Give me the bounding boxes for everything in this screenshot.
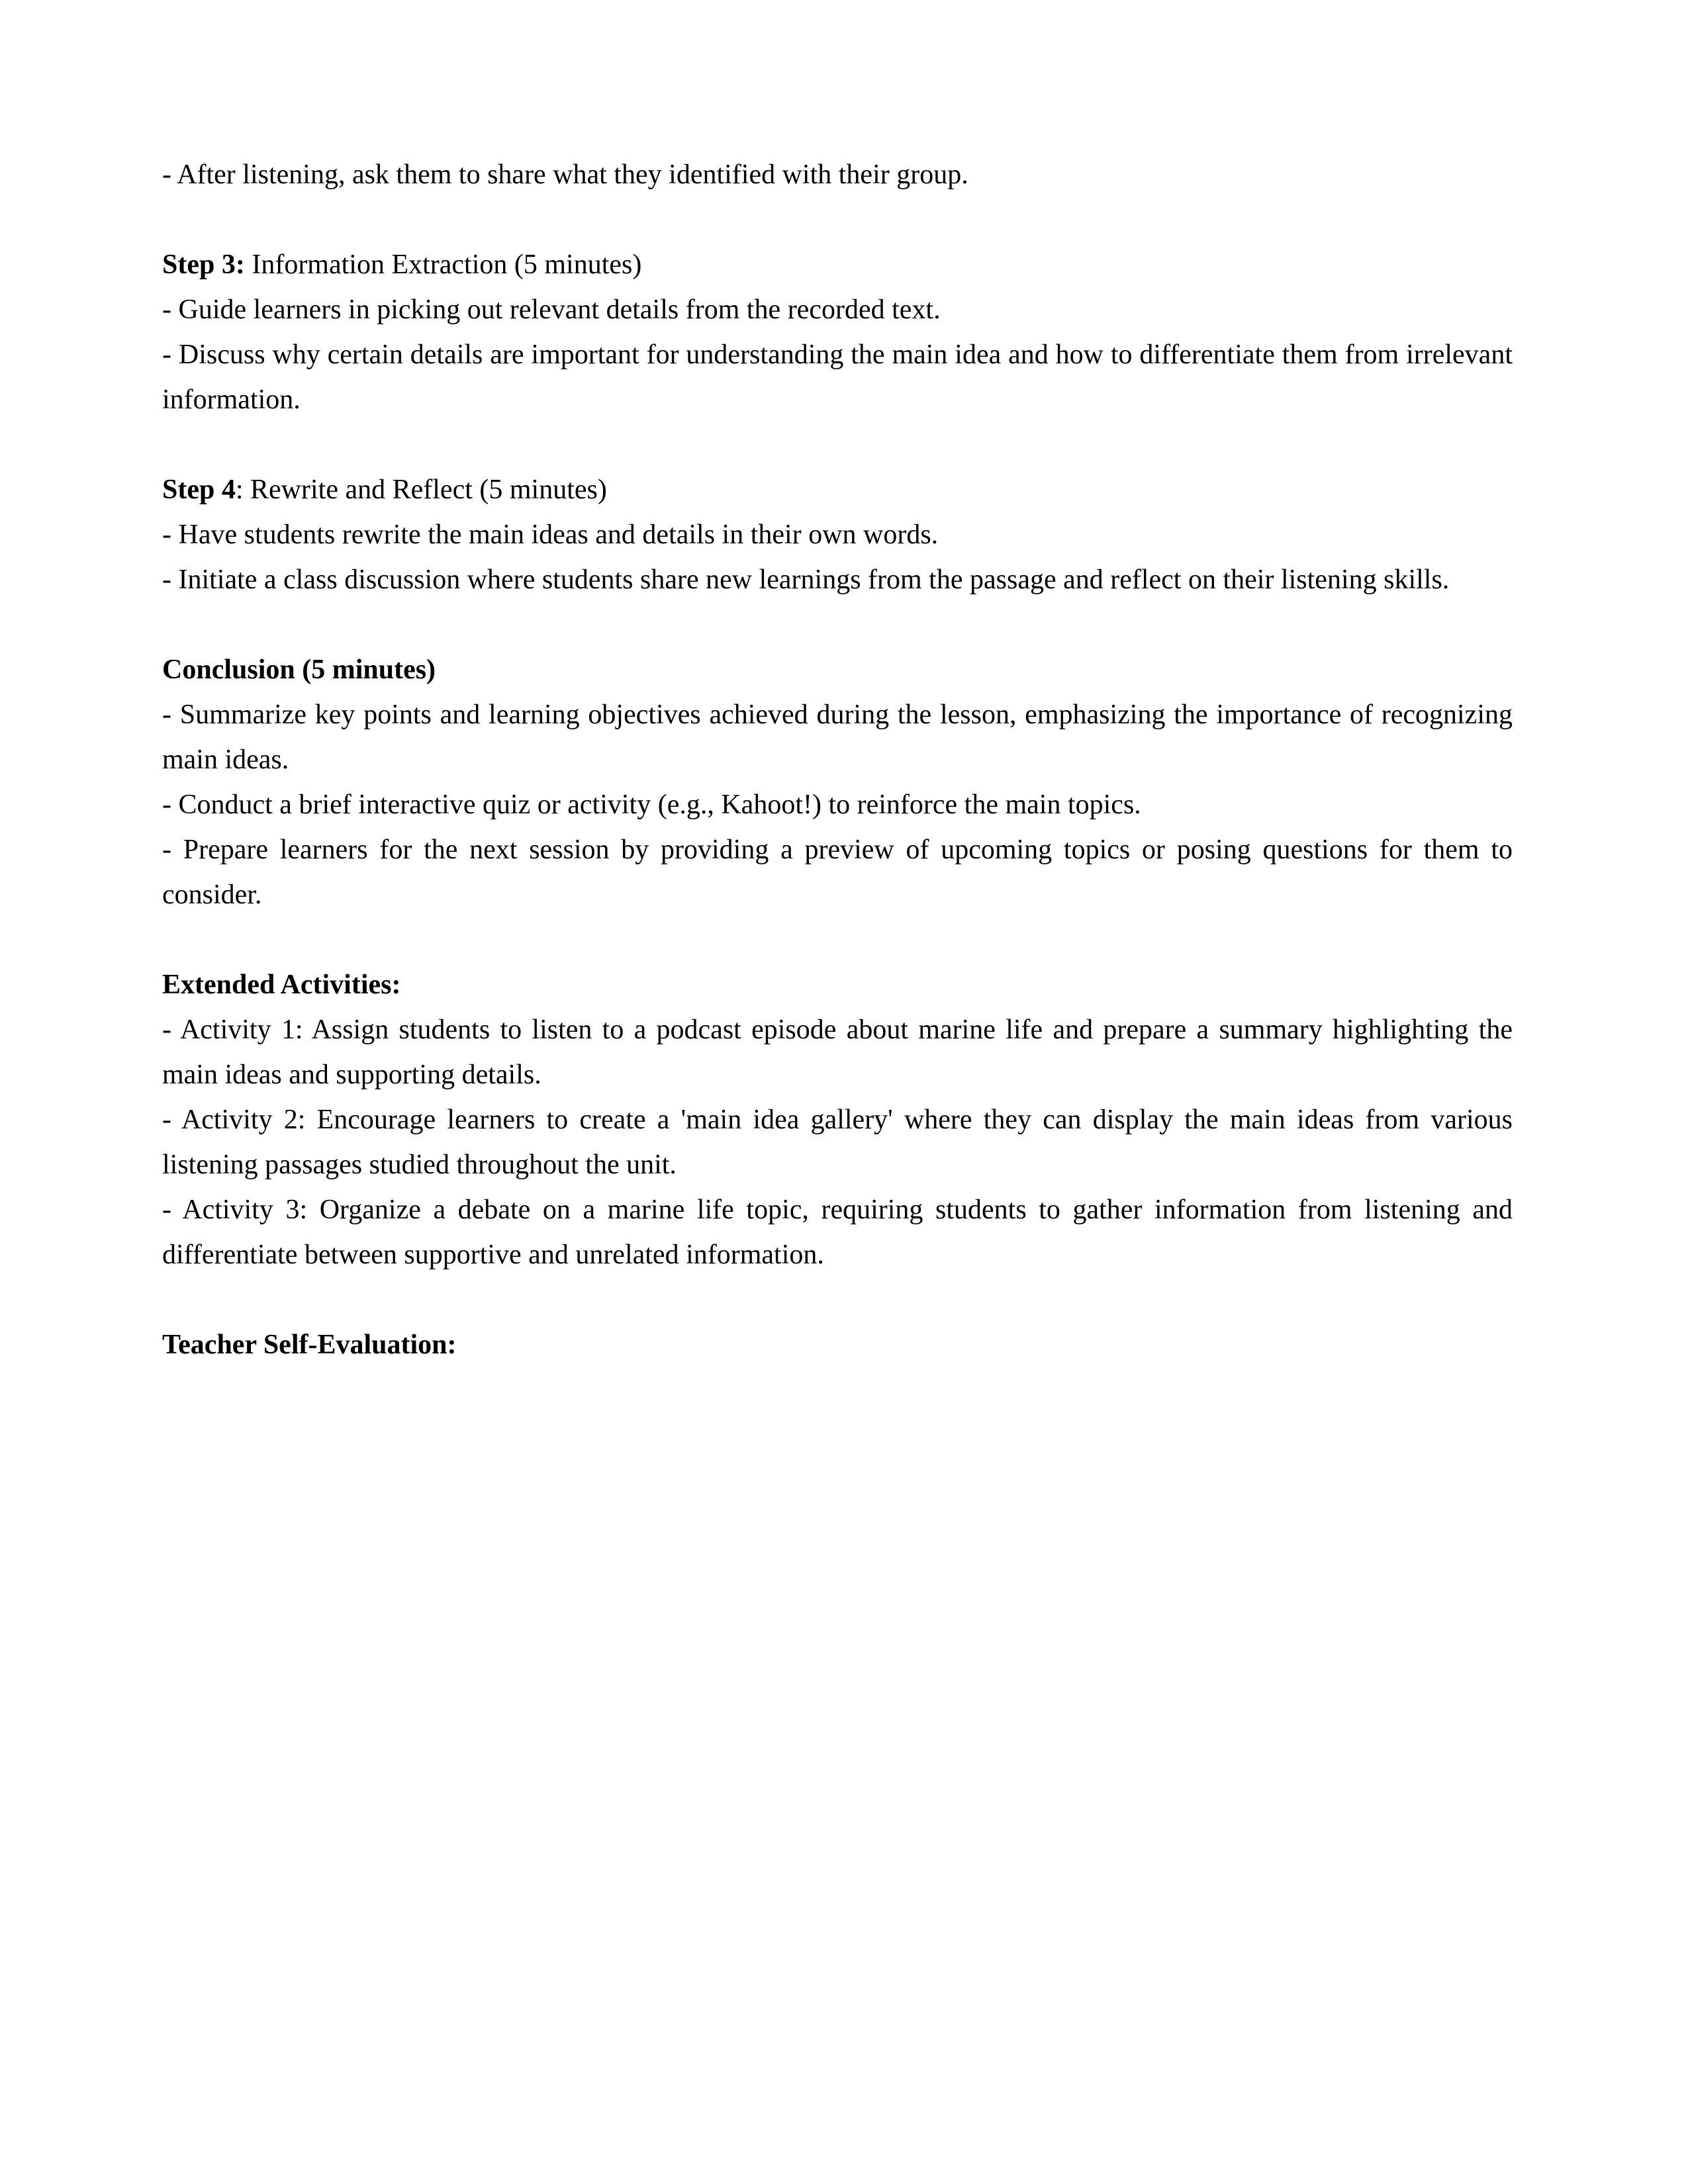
paragraph-spacer: [162, 917, 1513, 962]
intro-bullet: - After listening, ask them to share what they identified with their group.: [162, 159, 968, 190]
paragraph-spacer: [162, 602, 1513, 647]
paragraph-spacer: [162, 197, 1513, 242]
document-body: [162, 152, 1513, 1367]
conclusion-bullet-2: - Conduct a brief interactive quiz or activity (e.g., Kahoot!) to reinforce the main topics.: [162, 790, 1141, 820]
step-4-heading: [162, 467, 1513, 512]
step-4-label: Step 4: [162, 475, 236, 505]
step-3-bullet-1: - Guide learners in picking out relevant details from the recorded text.: [162, 295, 941, 325]
step-4-title: : Rewrite and Reflect (5 minutes): [235, 475, 607, 505]
extended-activities-heading: Extended Activities:: [162, 970, 401, 1000]
step-3-bullet-2: - Discuss why certain details are important for understanding the main idea and how to differentiate them from irrelevant information.: [162, 340, 1513, 415]
step-4-bullet-1: - Have students rewrite the main ideas and details in their own words.: [162, 520, 939, 550]
conclusion-heading: Conclusion (5 minutes): [162, 655, 436, 685]
paragraph-spacer: [162, 1277, 1513, 1322]
extended-activity-2: - Activity 2: Encourage learners to create a 'main idea gallery' where they can display the main ideas from various listening passages studied throughout the unit.: [162, 1105, 1513, 1180]
conclusion-bullet-3: - Prepare learners for the next session by providing a preview of upcoming topics or posing questions for them to consider.: [162, 835, 1513, 910]
teacher-self-evaluation-heading: Teacher Self-Evaluation:: [162, 1330, 457, 1360]
step-3-heading: [162, 242, 1513, 287]
paragraph-spacer: [162, 422, 1513, 467]
extended-activity-3: - Activity 3: Organize a debate on a marine life topic, requiring students to gather information from listening and differentiate between supportive and unrelated information.: [162, 1195, 1513, 1270]
step-4-bullet-2: - Initiate a class discussion where students share new learnings from the passage and reflect on their listening skills.: [162, 565, 1450, 595]
extended-activity-1: - Activity 1: Assign students to listen to a podcast episode about marine life and prepare a summary highlighting the main ideas and supporting details.: [162, 1015, 1513, 1090]
step-3-title: Information Extraction (5 minutes): [244, 250, 642, 280]
step-3-label: Step 3:: [162, 250, 245, 280]
conclusion-bullet-1: - Summarize key points and learning objectives achieved during the lesson, emphasizing the importance of recognizing main ideas.: [162, 700, 1513, 775]
